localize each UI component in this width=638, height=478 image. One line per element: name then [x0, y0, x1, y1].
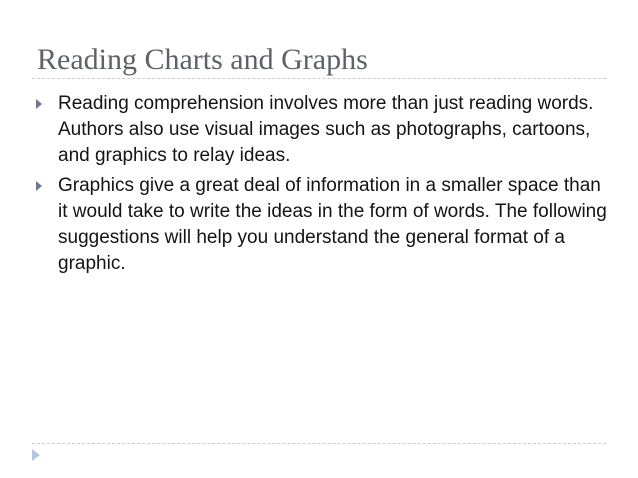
bullet-item: [58, 173, 614, 277]
bullet-item: [58, 91, 614, 169]
next-slide-arrow-icon[interactable]: [32, 449, 40, 461]
slide-title: Reading Charts and Graphs: [37, 43, 368, 76]
bullet-text: Reading comprehension involves more than just reading words. Authors also use visual images such as photographs, cartoons, and graphics to relay ideas.: [58, 93, 594, 166]
footer-divider: [32, 443, 606, 444]
triangle-bullet-icon: [36, 99, 42, 109]
bullet-list: [58, 91, 614, 281]
bullet-text: Graphics give a great deal of information in a smaller space than it would take to write the ideas in the form of words. The following suggestions will help you understand the general format of a graphic.: [58, 175, 607, 274]
triangle-bullet-icon: [36, 181, 42, 191]
title-divider: [32, 78, 606, 79]
